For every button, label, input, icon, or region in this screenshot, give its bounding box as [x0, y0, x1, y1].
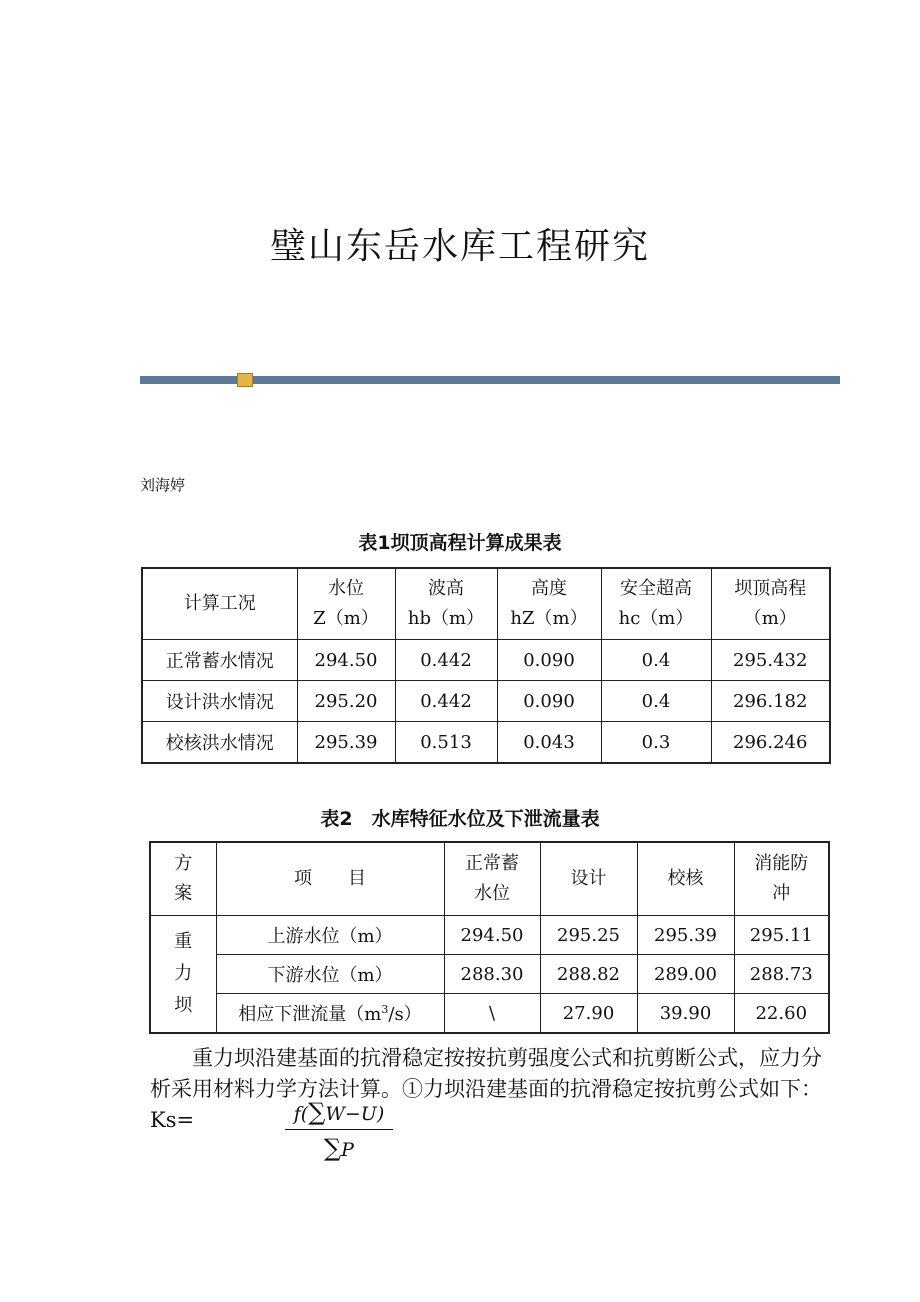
table-cell: 0.090 — [497, 681, 601, 722]
header-cell: 正常蓄 水位 — [444, 842, 540, 916]
table-cell: 0.513 — [395, 722, 497, 764]
table-cell: 295.39 — [297, 722, 395, 764]
body-paragraph: 重力坝沿建基面的抗滑稳定按按抗剪强度公式和抗剪断公式，应力分析采用材料力学方法计算。①力坝沿建基面的抗滑稳定按抗剪公式如下：Ks= — [150, 1046, 822, 1132]
table-cell: 294.50 — [444, 916, 540, 955]
table-cell: 288.30 — [444, 955, 540, 994]
formula-numerator: f(∑W−U) — [285, 1098, 393, 1130]
table-row — [142, 681, 830, 722]
table-header-row — [142, 568, 830, 640]
table-row — [142, 640, 830, 681]
table-cell: 27.90 — [540, 994, 637, 1034]
header-cell: 校核 — [637, 842, 734, 916]
table-cell: 22.60 — [734, 994, 829, 1034]
header-cell: 高度 hZ（m） — [497, 568, 601, 640]
table-cell: 294.50 — [297, 640, 395, 681]
table-cell: 校核洪水情况 — [142, 722, 297, 764]
formula-denominator: ∑P — [324, 1134, 354, 1162]
table-cell: 0.3 — [601, 722, 711, 764]
table-cell: 下游水位（m） — [216, 955, 444, 994]
table-cell: 0.442 — [395, 640, 497, 681]
header-cell: 设计 — [540, 842, 637, 916]
table-cell: 295.39 — [637, 916, 734, 955]
scheme-cell: 重 力 坝 — [150, 916, 216, 1034]
table-cell: 288.82 — [540, 955, 637, 994]
table-row — [142, 722, 830, 764]
table-cell: 设计洪水情况 — [142, 681, 297, 722]
table-row — [150, 994, 829, 1034]
header-cell: 计算工况 — [142, 568, 297, 640]
table-cell: 正常蓄水情况 — [142, 640, 297, 681]
table-cell: 0.090 — [497, 640, 601, 681]
table-cell: 289.00 — [637, 955, 734, 994]
table-cell: 0.4 — [601, 681, 711, 722]
table-row — [150, 955, 829, 994]
safety-factor-formula — [285, 1098, 393, 1162]
table-cell: 295.25 — [540, 916, 637, 955]
table-cell: 39.90 — [637, 994, 734, 1034]
table-cell: 288.73 — [734, 955, 829, 994]
table-cell: 296.182 — [711, 681, 830, 722]
table-cell: 0.043 — [497, 722, 601, 764]
divider-marker-icon — [237, 373, 253, 387]
table2-caption: 表2 水库特征水位及下泄流量表 — [320, 808, 600, 830]
header-cell: 波高 hb（m） — [395, 568, 497, 640]
author: 刘海婷 — [140, 476, 186, 494]
header-cell: 方 案 — [150, 842, 216, 916]
header-cell: 坝顶高程 （m） — [711, 568, 830, 640]
dam-crest-elevation-table — [141, 567, 831, 764]
table-cell: 0.442 — [395, 681, 497, 722]
header-cell: 安全超高 hc（m） — [601, 568, 711, 640]
table-header-row — [150, 842, 829, 916]
table-cell: 上游水位（m） — [216, 916, 444, 955]
table-cell: \ — [444, 994, 540, 1034]
reservoir-water-level-table — [149, 841, 830, 1034]
table-cell: 296.246 — [711, 722, 830, 764]
page-title: 璧山东岳水库工程研究 — [269, 226, 650, 267]
header-cell: 项 目 — [216, 842, 444, 916]
table-cell: 0.4 — [601, 640, 711, 681]
table-cell: 295.20 — [297, 681, 395, 722]
table-cell: 295.432 — [711, 640, 830, 681]
table-row — [150, 916, 829, 955]
table-cell: 295.11 — [734, 916, 829, 955]
header-cell: 消能防 冲 — [734, 842, 829, 916]
table1-caption: 表1坝顶高程计算成果表 — [358, 532, 562, 554]
table-cell: 相应下泄流量$(m^3/s)$ — [216, 994, 444, 1034]
header-cell: 水位 Z（m） — [297, 568, 395, 640]
